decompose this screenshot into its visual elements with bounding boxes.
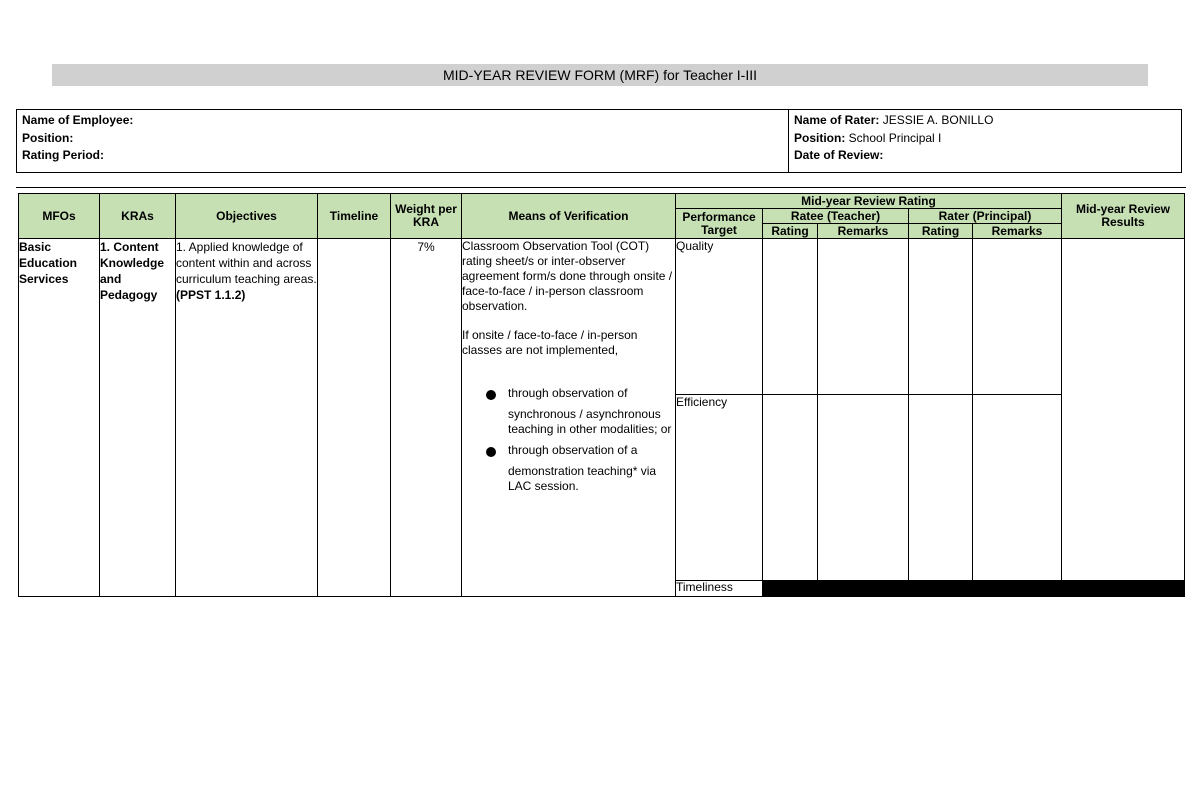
mov-bullet-1 — [462, 386, 675, 437]
employee-position-label: Position: — [22, 130, 74, 145]
quality-rater-remarks[interactable] — [973, 239, 1062, 395]
efficiency-rater-remarks[interactable] — [973, 395, 1062, 581]
header-kras: KRAs — [100, 194, 176, 239]
header-mid-rating: Mid-year Review Rating — [676, 194, 1062, 209]
header-perf-target: Performance Target — [676, 209, 763, 239]
results-cell[interactable] — [1062, 239, 1185, 581]
mov-paragraph-1: Classroom Observation Tool (COT) rating sheet/s or inter-observer agreement form/s done through onsite / face-to-face / in-person classroom observation. — [462, 239, 673, 313]
objective-cell — [176, 239, 318, 597]
efficiency-ratee-rating[interactable] — [763, 395, 818, 581]
timeliness-shaded — [763, 581, 1185, 597]
timeliness-label: Timeliness — [676, 581, 763, 597]
bullet-1-first: through observation of — [508, 386, 628, 400]
info-box — [16, 109, 1182, 173]
review-table — [18, 193, 1185, 597]
quality-label: Quality — [676, 239, 763, 395]
header-rater-rating: Rating — [909, 224, 973, 239]
review-date-label: Date of Review: — [794, 148, 884, 162]
separator-line — [16, 187, 1186, 188]
header-weight: Weight per KRA — [391, 194, 462, 239]
header-rater: Rater (Principal) — [909, 209, 1062, 224]
weight-value: 7% — [417, 240, 435, 254]
rater-name-label: Name of Rater: — [794, 113, 880, 127]
header-mfos: MFOs — [19, 194, 100, 239]
timeline-cell — [318, 239, 391, 597]
header-ratee-remarks: Remarks — [818, 224, 909, 239]
quality-ratee-remarks[interactable] — [818, 239, 909, 395]
quality-ratee-rating[interactable] — [763, 239, 818, 395]
rater-name-value: JESSIE A. BONILLO — [882, 113, 994, 127]
weight-cell — [391, 239, 462, 597]
header-objectives: Objectives — [176, 194, 318, 239]
header-mov: Means of Verification — [462, 194, 676, 239]
header-ratee-rating: Rating — [763, 224, 818, 239]
rater-position-value: School Principal I — [848, 130, 942, 145]
efficiency-ratee-remarks[interactable] — [818, 395, 909, 581]
kra-cell — [100, 239, 176, 597]
rater-position-label: Position: — [794, 130, 846, 145]
header-ratee: Ratee (Teacher) — [763, 209, 909, 224]
employee-name-label: Name of Employee: — [22, 113, 134, 127]
bullet-icon — [486, 447, 496, 457]
kra-text: 1. Content Knowledge and Pedagogy — [100, 240, 165, 302]
bullet-1-rest: synchronous / asynchronous teaching in other modalities; or — [508, 407, 672, 436]
bullet-2-first: through observation of a — [508, 443, 638, 457]
bullet-icon — [486, 390, 496, 400]
mov-cell — [462, 239, 676, 597]
mfo-text: Basic Education Services — [19, 240, 78, 286]
bullet-2-rest: demonstration teaching* via LAC session. — [508, 464, 657, 493]
rater-info — [794, 112, 993, 165]
objective-text: 1. Applied knowledge of content within and across curriculum teaching areas. — [176, 240, 317, 286]
header-timeline: Timeline — [318, 194, 391, 239]
objective-ref: (PPST 1.1.2) — [176, 288, 246, 302]
efficiency-rater-rating[interactable] — [909, 395, 973, 581]
quality-rater-rating[interactable] — [909, 239, 973, 395]
info-divider — [788, 110, 789, 172]
rating-period-label: Rating Period: — [22, 148, 105, 162]
employee-info — [22, 112, 133, 165]
mfo-cell — [19, 239, 100, 597]
efficiency-label: Efficiency — [676, 395, 763, 581]
header-rater-remarks: Remarks — [973, 224, 1062, 239]
header-results: Mid-year Review Results — [1062, 194, 1185, 239]
mov-bullet-2 — [462, 443, 675, 494]
form-title: MID-YEAR REVIEW FORM (MRF) for Teacher I-III — [52, 64, 1148, 86]
mov-paragraph-2: If onsite / face-to-face / in-person classes are not implemented, — [462, 328, 638, 357]
